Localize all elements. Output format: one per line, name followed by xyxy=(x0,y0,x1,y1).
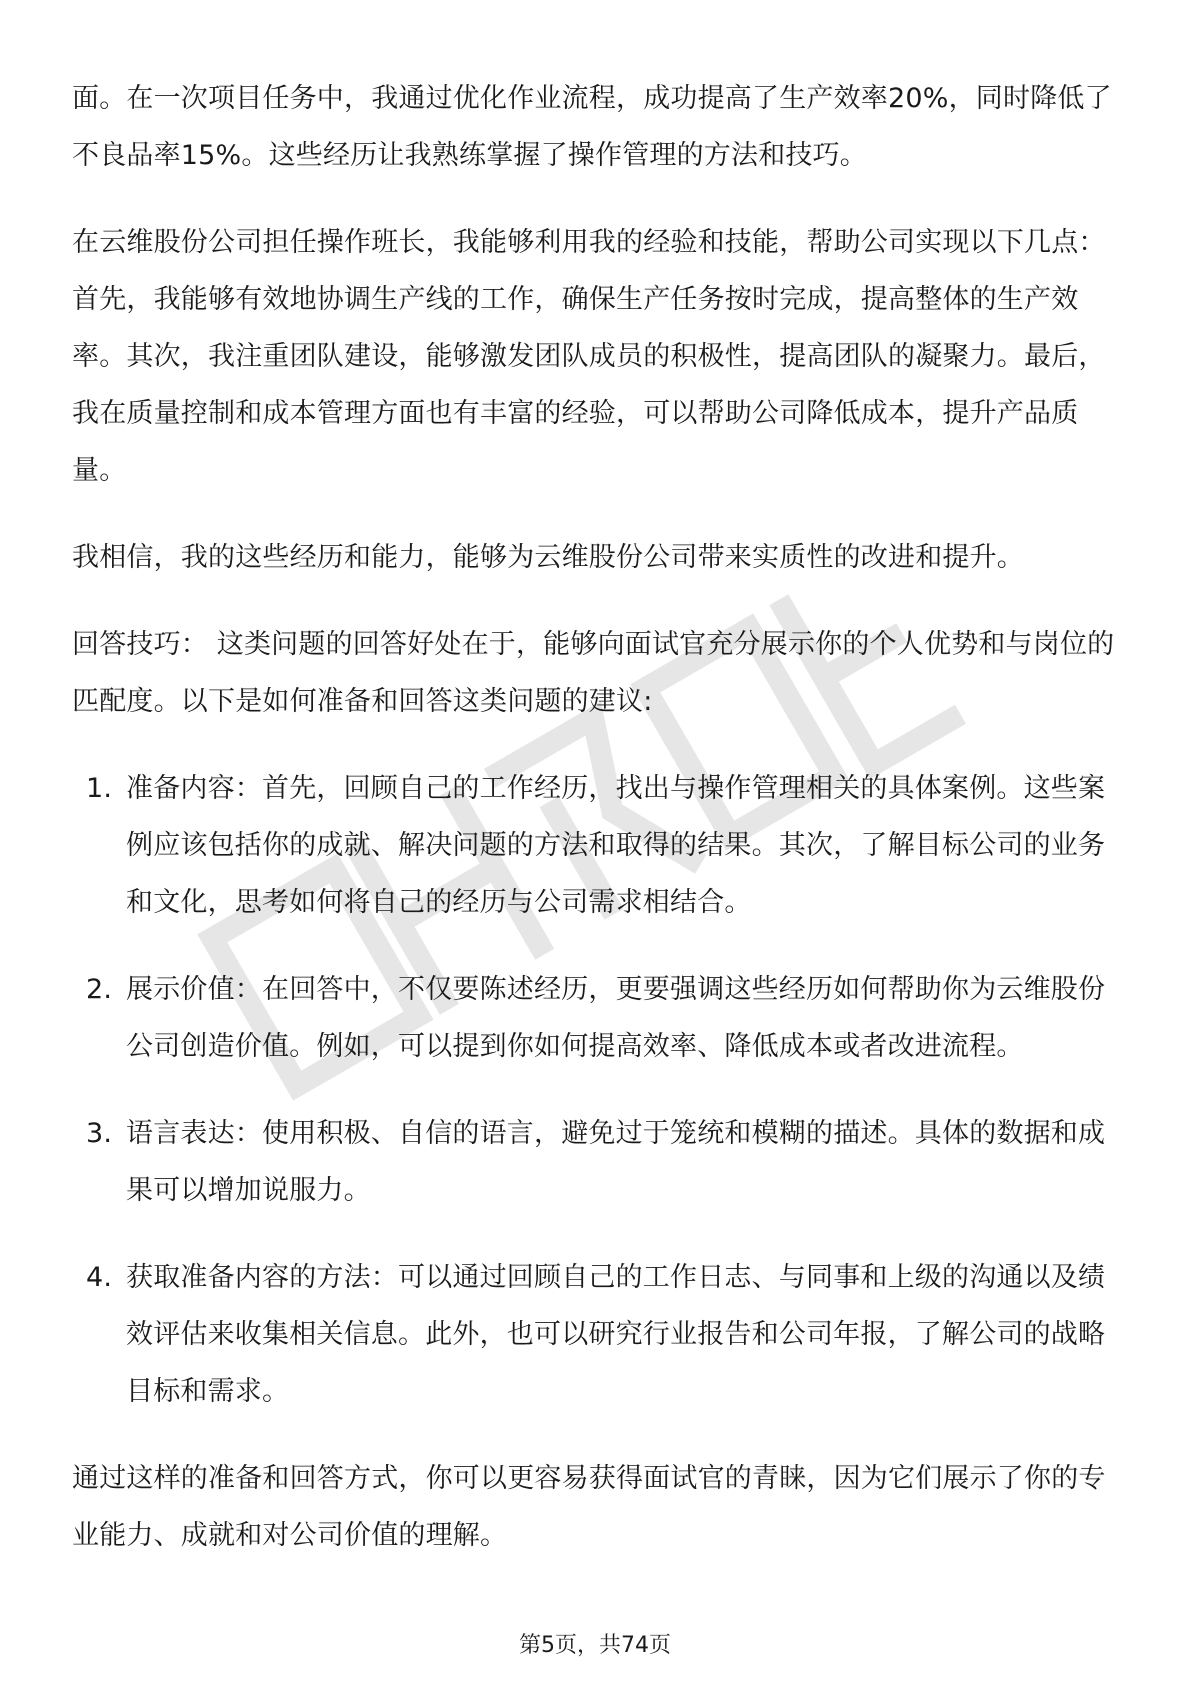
paragraph-closing: 通过这样的准备和回答方式，你可以更容易获得面试官的青睐，因为它们展示了你的专业能力、成就和对公司价值的理解。 xyxy=(72,1463,1106,1551)
list-number: 4. xyxy=(86,1262,113,1293)
list-number: 2. xyxy=(86,974,113,1005)
paragraph: 在云维股份公司担任操作班长，我能够利用我的经验和技能，帮助公司实现以下几点： 首先，我能够有效地协调生产线的工作，确保生产任务按时完成，提高整体的生产效率。其次，我注重团队建设，能够激发团队成员的积极性，提高团队的凝聚力。最后，我在质量控制和成本管理方面也有丰富的经验，可以帮助公司降低成本，提升产品质量。 xyxy=(72,227,1106,486)
list-text: 获取准备内容的方法：可以通过回顾自己的工作日志、与同事和上级的沟通以及绩效评估来收集相关信息。此外，也可以研究行业报告和公司年报，了解公司的战略目标和需求。 xyxy=(126,1262,1106,1407)
list-number: 3. xyxy=(86,1118,113,1149)
document-body xyxy=(72,70,1122,1594)
list-number: 1. xyxy=(86,773,113,804)
list-text: 语言表达：使用积极、自信的语言，避免过于笼统和模糊的描述。具体的数据和成果可以增加说服力。 xyxy=(126,1118,1106,1206)
list-text: 展示价值：在回答中，不仅要陈述经历，更要强调这些经历如何帮助你为云维股份公司创造价值。例如，可以提到你如何提高效率、降低成本或者改进流程。 xyxy=(126,974,1106,1062)
list-item xyxy=(72,1249,1122,1420)
paragraph: 面。在一次项目任务中，我通过优化作业流程，成功提高了生产效率20%，同时降低了不良品率15%。这些经历让我熟练掌握了操作管理的方法和技巧。 xyxy=(72,83,1112,171)
page-number-footer: 第5页，共74页 xyxy=(519,1633,671,1658)
list-item xyxy=(72,1105,1122,1219)
list-item xyxy=(72,760,1122,931)
paragraph: 我相信，我的这些经历和能力，能够为云维股份公司带来实质性的改进和提升。 xyxy=(72,542,1024,573)
paragraph: 回答技巧： 这类问题的回答好处在于，能够向面试官充分展示你的个人优势和与岗位的匹配度。以下是如何准备和回答这类问题的建议: xyxy=(72,629,1115,717)
list-item xyxy=(72,961,1122,1075)
list-text: 准备内容：首先，回顾自己的工作经历，找出与操作管理相关的具体案例。这些案例应该包括你的成就、解决问题的方法和取得的结果。其次，了解目标公司的业务和文化，思考如何将自己的经历与公司需求相结合。 xyxy=(126,773,1106,918)
tips-list xyxy=(72,760,1122,1420)
